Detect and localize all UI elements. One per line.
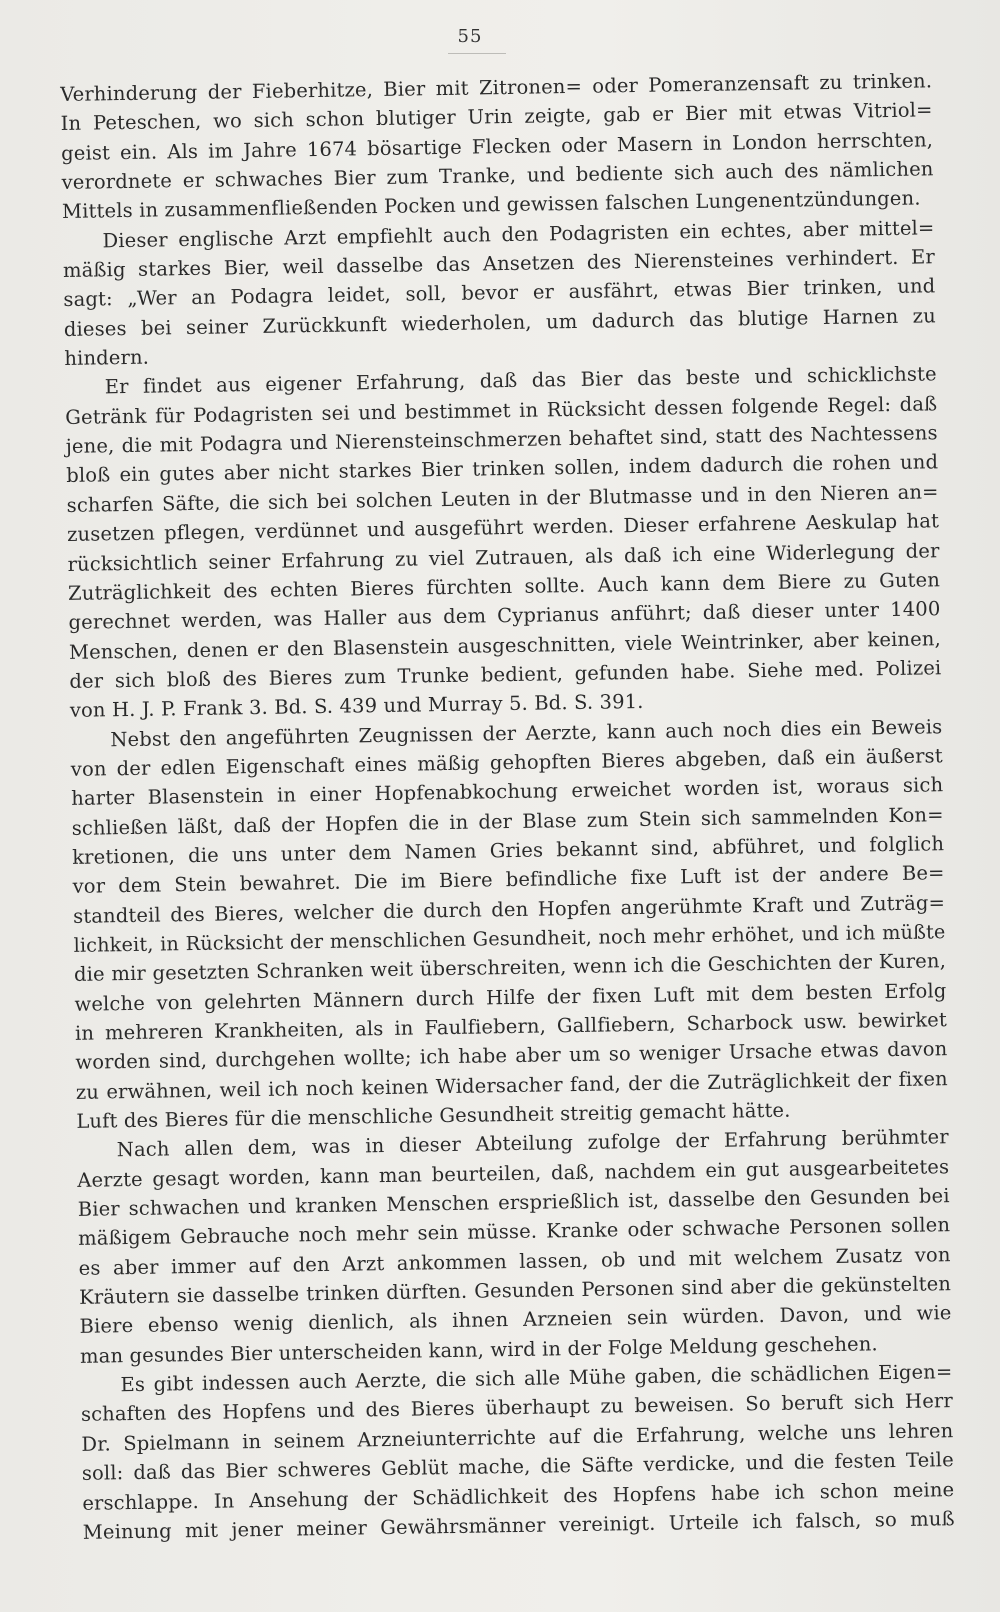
text-line: von der edlen Eigenschaft eines mäßig gehopften Bieres abgeben, daß ein äußerst <box>70 744 943 781</box>
text-line: hindern. <box>64 345 150 371</box>
text-line: mäßigem Gebrauche noch mehr sein müsse. Kranke oder schwache Personen sollen <box>78 1213 951 1251</box>
text-line: standteil des Bieres, welcher die durch den Hopfen angerühmte Kraft und Zuträg= <box>72 890 946 928</box>
paragraph <box>62 213 936 373</box>
text-line: schaften des Hopfens und des Bieres überhaupt zu beweisen. So beruft sich Herr <box>80 1389 954 1427</box>
text-line: Dr. Spielmann in seinem Arzneiunterrichte auf die Erfahrung, welche uns lehren <box>81 1418 954 1456</box>
text-line: geist ein. Als im Jahre 1674 bösartige Flecken oder Masern in London herrschten, <box>60 127 934 165</box>
text-line: zu erwähnen, weil ich noch keinen Widersacher fand, der die Zuträglichkeit der fixen <box>75 1066 948 1104</box>
text-line: soll: daß das Bier schweres Geblüt mache, die Säfte verdicke, und die festen Teile <box>81 1448 954 1485</box>
text-line: Mittels in zusammenfließenden Pocken und gewissen falschen Lungenentzündungen. <box>61 186 921 224</box>
text-line: bloß ein gutes aber nicht starkes Bier trinken sollen, indem dadurch die rohen und <box>66 450 939 488</box>
text-line: dieses bei seiner Zurückkunft wiederholen, um dadurch das blutige Harnen zu <box>63 304 936 341</box>
text-line: sagt: „Wer an Podagra leidet, soll, bevor er ausfährt, etwas Bier trinken, und <box>63 274 936 312</box>
text-line: scharfen Säfte, die sich bei solchen Leuten in der Blutmasse und in den Nieren an= <box>66 480 939 517</box>
text-line: erschlappe. In Ansehung der Schädlichkeit des Hopfens habe ich schon meine <box>82 1477 955 1515</box>
text-line: Meinung mit jener meiner Gewährsmänner vereinigt. Urteile ich falsch, so muß <box>82 1506 955 1544</box>
paragraph <box>80 1357 955 1547</box>
text-line: Kräutern sie dasselbe trinken dürften. Gesunden Personen sind aber die gekünstelten <box>78 1272 952 1309</box>
text-line: in mehreren Krankheiten, als in Faulfiebern, Gallfiebern, Scharbock usw. bewirket <box>74 1008 948 1045</box>
text-line: Menschen, denen er den Blasenstein ausgeschnitten, viele Weintrinker, aber keinen, <box>68 626 942 664</box>
text-line: es aber immer auf den Arzt ankommen lassen, ob und mit welchem Zusatz von <box>78 1242 951 1280</box>
text-line: Aerzte gesagt worden, kann man beurteilen, daß, nachdem ein gut ausgearbeitetes <box>77 1154 950 1192</box>
text-line: man gesundes Bier unterscheiden kann, wird in der Folge Meldung geschehen. <box>79 1332 878 1368</box>
text-line: worden sind, durchgehen wollte; ich habe aber um so weniger Ursache etwas davon <box>75 1037 948 1075</box>
text-line: der sich bloß des Bieres zum Trunke bedient, gefunden habe. Siehe med. Polizei <box>69 656 942 693</box>
text-line: lichkeit, in Rücksicht der menschlichen Gesundheit, noch mehr erhöhet, und ich müßte <box>73 920 946 957</box>
paragraph <box>65 360 942 726</box>
text-line: Nach allen dem, was in dieser Abteilung zufolge der Erfahrung berühmter <box>116 1125 949 1162</box>
text-line: gerechnet werden, was Haller aus dem Cyprianus anführt; daß dieser unter 1400 <box>68 597 941 635</box>
paragraph <box>60 66 934 226</box>
paragraph <box>70 712 948 1136</box>
text-line: Es gibt indessen auch Aerzte, die sich alle Mühe gaben, die schädlichen Eigen= <box>120 1360 953 1397</box>
text-line: vor dem Stein bewahret. Die im Biere befindliche fixe Luft ist der andere Be= <box>72 861 945 899</box>
text-line: harter Blasenstein in einer Hopfenabkochung erweichet worden ist, woraus sich <box>71 773 944 811</box>
text-line: jene, die mit Podagra und Nierensteinschmerzen behaftet sind, statt des Nachtessens <box>65 421 938 459</box>
text-line: Verhinderung der Fieberhitze, Bier mit Zitronen= oder Pomeranzensaft zu trinken. <box>60 69 933 106</box>
text-line: verordnete er schwaches Bier zum Tranke, und bediente sich auch des nämlichen <box>61 157 934 195</box>
paragraph <box>77 1123 953 1371</box>
text-line: welche von gelehrten Männern durch Hilfe der fixen Luft mit dem besten Erfolg <box>74 978 947 1016</box>
text-line: Nebst den angeführten Zeugnissen der Aerzte, kann auch noch dies ein Beweis <box>110 714 943 751</box>
page-number: 55 <box>457 26 483 47</box>
text-line: rücksichtlich seiner Erfahrung zu viel Zutrauen, als daß ich eine Widerlegung der <box>67 538 940 576</box>
text-line: die mir gesetzten Schranken weit überschreiten, wenn ich die Geschichten der Kuren, <box>73 949 947 987</box>
text-line: Zuträglichkeit des echten Bieres fürchten sollte. Auch kann dem Biere zu Guten <box>67 568 941 605</box>
text-line: Biere ebenso wenig dienlich, als ihnen Arzneien sein würden. Davon, und wie <box>79 1301 952 1339</box>
text-line: Bier schwachen und kranken Menschen ersprießlich ist, dasselbe den Gesunden bei <box>77 1184 950 1221</box>
text-line: zusetzen pflegen, verdünnet und ausgeführt werden. Dieser erfahrene Aeskulap hat <box>66 509 940 547</box>
text-line: von H. J. P. Frank 3. Bd. S. 439 und Murray 5. Bd. S. 391. <box>69 690 644 723</box>
page-number-rule <box>448 53 506 54</box>
body-text <box>60 66 955 1547</box>
text-line: mäßig starkes Bier, weil dasselbe das Ansetzen des Nierensteines verhindert. Er <box>62 245 936 283</box>
text-line: Getränk für Podagristen sei und bestimmet in Rücksicht dessen folgende Regel: daß <box>65 392 938 429</box>
text-line: Luft des Bieres für die menschliche Gesundheit streitig gemacht hätte. <box>76 1098 791 1133</box>
text-line: kretionen, die uns unter dem Namen Gries bekannt sind, abführet, und folglich <box>72 832 945 869</box>
text-line: Er findet aus eigener Erfahrung, daß das Bier das beste und schicklichste <box>104 362 937 399</box>
text-line: In Peteschen, wo sich schon blutiger Urin zeigte, gab er Bier mit etwas Vitriol= <box>60 98 933 136</box>
text-line: Dieser englische Arzt empfiehlt auch den Podagristen ein echtes, aber mittel= <box>102 216 935 253</box>
text-line: schließen läßt, daß der Hopfen die in der Blase zum Stein sich sammelnden Kon= <box>71 802 944 840</box>
